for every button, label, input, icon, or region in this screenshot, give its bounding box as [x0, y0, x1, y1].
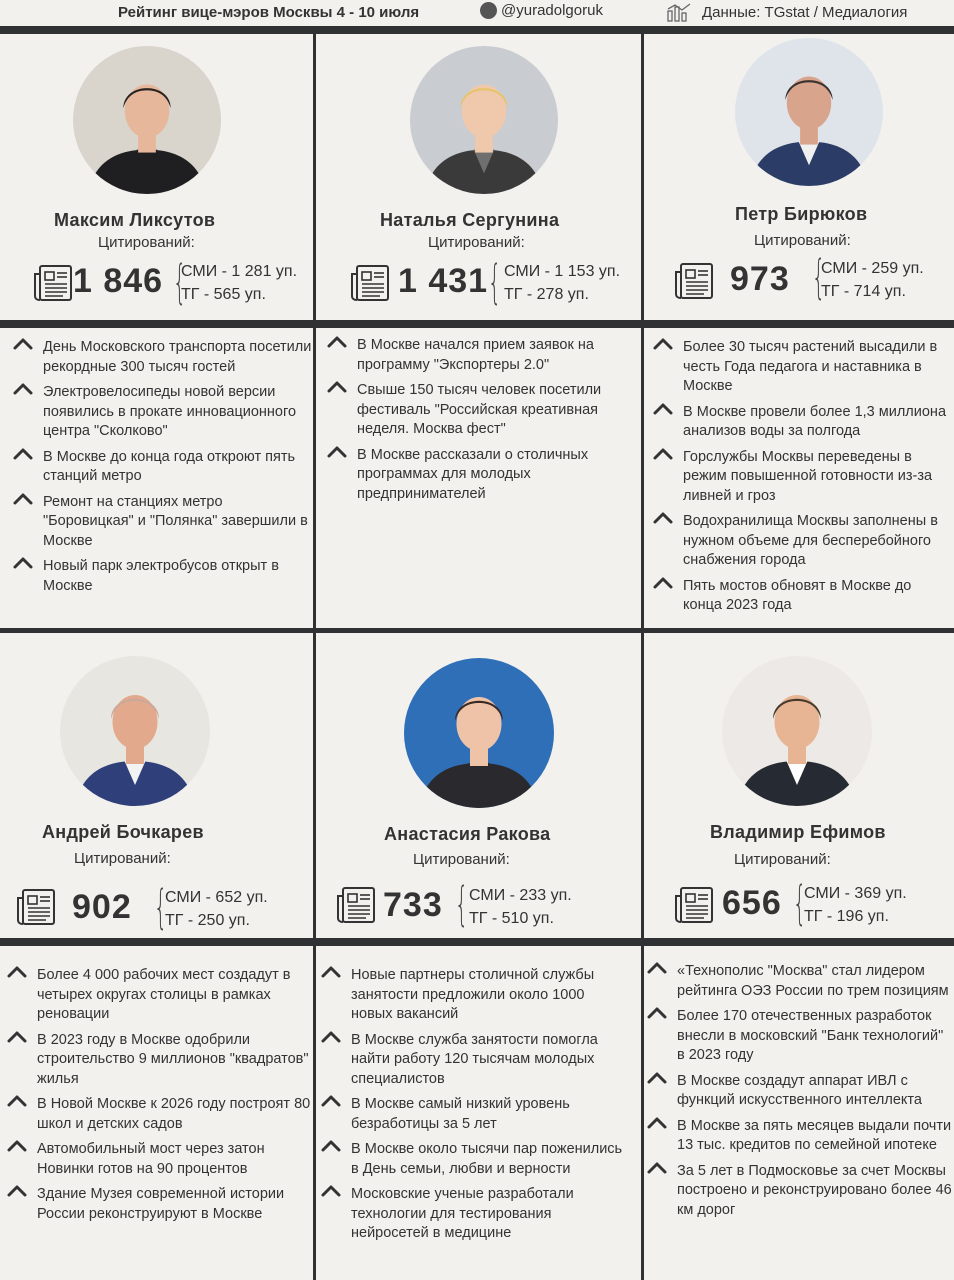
chevron-up-icon: [646, 1006, 668, 1020]
news-item: [646, 1162, 952, 1221]
citations-breakdown: [504, 260, 620, 306]
news-item: [326, 446, 626, 505]
news-item: [652, 338, 954, 397]
news-item: [646, 1007, 952, 1066]
newspaper-icon: [350, 264, 390, 307]
news-item: [326, 336, 626, 375]
person-name: Петр Бирюков: [735, 204, 868, 224]
chevron-up-icon: [652, 337, 674, 351]
news-item: [646, 1117, 952, 1156]
person-photo: [735, 38, 883, 186]
tg-count: ТГ - 565 уп.: [181, 286, 266, 303]
chevron-up-icon: [326, 335, 348, 349]
person-name: Андрей Бочкарев: [42, 822, 204, 842]
newspaper-icon: [33, 264, 73, 307]
chevron-up-icon: [6, 1184, 28, 1198]
news-item: [12, 557, 312, 596]
citations-breakdown: [181, 260, 297, 306]
brace-icon: {: [455, 877, 469, 931]
chevron-up-icon: [6, 1139, 28, 1153]
news-item-text: Электровелосипеды новой версии появились в прокате инновационного центра "Сколково": [43, 384, 297, 439]
citations-total: 733: [383, 886, 443, 924]
news-item-text: Горслужбы Москвы переведены в режим повышенной готовности из-за ливней и гроз: [683, 448, 933, 504]
citations-breakdown: [165, 886, 268, 932]
news-item: [646, 962, 952, 1001]
band-row2-top: [0, 628, 954, 633]
chevron-up-icon: [320, 1139, 342, 1153]
chevron-up-icon: [646, 1161, 668, 1175]
chevron-up-icon: [646, 961, 668, 975]
smi-count: СМИ - 1 281 уп.: [181, 263, 298, 280]
newspaper-icon: [16, 888, 56, 931]
news-item: [6, 966, 312, 1025]
chevron-up-icon: [12, 556, 34, 570]
citations-label: Цитирований:: [428, 234, 525, 251]
news-item-text: Более 4 000 рабочих мест создадут в четырех округах столицы в рамках реновации: [37, 967, 291, 1022]
citations-total: 656: [722, 884, 782, 922]
person-photo: [60, 656, 210, 806]
news-item: [652, 448, 954, 507]
person-photo: [722, 656, 872, 806]
news-list: [6, 966, 312, 1230]
news-item-text: В Москве самый низкий уровень безработицы за 5 лет: [351, 1096, 570, 1132]
news-item: [12, 338, 312, 377]
chevron-up-icon: [326, 445, 348, 459]
person-name: Максим Ликсутов: [54, 210, 216, 230]
citations-label: Цитирований:: [413, 851, 510, 868]
author-avatar-icon: [480, 2, 497, 19]
page-title: Рейтинг вице-мэров Москвы 4 - 10 июля: [118, 4, 420, 21]
news-item-text: В Москве рассказали о столичных программах для молодых предпринимателей: [357, 446, 589, 502]
news-item: [320, 1095, 626, 1134]
divider-right: [641, 30, 644, 1280]
citations-label: Цитирований:: [74, 850, 171, 867]
person-name: Владимир Ефимов: [710, 822, 886, 842]
news-item-text: Свыше 150 тысяч человек посетили фестиваль "Российская креативная неделя. Москва фест": [357, 382, 602, 437]
news-list: [326, 336, 626, 510]
news-item-text: Ремонт на станциях метро "Боровицкая" и "Полянка" завершили в Москве: [43, 493, 308, 549]
citations-breakdown: [821, 257, 924, 303]
news-item: [320, 1185, 626, 1244]
news-item-text: Новые партнеры столичной службы занятости предложили около 1000 новых вакансий: [351, 967, 595, 1022]
smi-count: СМИ - 259 уп.: [821, 260, 924, 277]
divider-left: [313, 30, 316, 1280]
chevron-up-icon: [12, 447, 34, 461]
news-item: [320, 1140, 626, 1179]
data-source: [666, 2, 907, 22]
author-handle[interactable]: [480, 2, 603, 19]
news-list: [646, 962, 952, 1226]
citations-total: 1 846: [73, 262, 164, 300]
chevron-up-icon: [320, 1094, 342, 1108]
chevron-up-icon: [652, 576, 674, 590]
tg-count: ТГ - 714 уп.: [821, 283, 906, 300]
chevron-up-icon: [646, 1116, 668, 1130]
smi-count: СМИ - 233 уп.: [469, 887, 572, 904]
news-item-text: Более 30 тысяч растений высадили в честь Года педагога и наставника в Москве: [683, 339, 938, 394]
news-item-text: В Москве провели более 1,3 миллиона анализов воды за полгода: [683, 403, 947, 439]
person-photo: [73, 46, 221, 194]
news-item: [6, 1031, 312, 1090]
news-item-text: В Новой Москве к 2026 году построят 80 школ и детских садов: [37, 1096, 311, 1132]
brace-icon: {: [173, 255, 187, 309]
news-item-text: Автомобильный мост через затон Новинки готов на 90 процентов: [37, 1141, 265, 1177]
news-item: [652, 403, 954, 442]
news-item-text: В Москве около тысячи пар поженились в День семьи, любви и верности: [351, 1141, 623, 1177]
newspaper-icon: [336, 886, 376, 929]
brace-icon: {: [812, 250, 826, 304]
news-item: [320, 1031, 626, 1090]
chevron-up-icon: [652, 447, 674, 461]
news-item-text: Московские ученые разработали технологии для тестирования нейросетей в медицине: [351, 1186, 574, 1241]
person-photo: [404, 658, 554, 808]
news-list: [12, 338, 312, 602]
news-item: [652, 512, 954, 571]
tg-count: ТГ - 250 уп.: [165, 912, 250, 929]
news-item-text: В Москве создадут аппарат ИВЛ с функций искусственного интеллекта: [677, 1072, 922, 1108]
citations-total: 973: [730, 260, 790, 298]
news-item-text: В Москве начался прием заявок на программу "Экспортеры 2.0": [357, 337, 594, 373]
citations-total: 902: [72, 888, 132, 926]
news-item: [12, 448, 312, 487]
band-row1-bottom: [0, 320, 954, 328]
news-item: [326, 381, 626, 440]
news-item: [12, 493, 312, 552]
tg-count: ТГ - 196 уп.: [804, 908, 889, 925]
person-name: Анастасия Ракова: [384, 824, 551, 844]
news-item-text: Более 170 отечественных разработок внесли в московский "Банк технологий" в 2023 году: [677, 1008, 944, 1063]
data-source-label: Данные: TGstat / Медиалогия: [702, 3, 908, 21]
author-label: @yuradolgoruk: [501, 2, 603, 19]
news-item-text: День Московского транспорта посетили рекордные 300 тысяч гостей: [43, 339, 312, 375]
smi-count: СМИ - 652 уп.: [165, 889, 268, 906]
news-item-text: В Москве за пять месяцев выдали почти 13 тыс. кредитов по семейной ипотеке: [677, 1117, 952, 1153]
chevron-up-icon: [12, 492, 34, 506]
citations-breakdown: [804, 882, 907, 928]
chevron-up-icon: [12, 337, 34, 351]
news-list: [320, 966, 626, 1250]
citations-label: Цитирований:: [754, 232, 851, 249]
band-row2-bottom: [0, 938, 954, 946]
brace-icon: {: [793, 876, 807, 930]
news-item: [652, 577, 954, 616]
chevron-up-icon: [6, 1030, 28, 1044]
chevron-up-icon: [6, 965, 28, 979]
citations-label: Цитирований:: [734, 851, 831, 868]
chevron-up-icon: [652, 402, 674, 416]
citations-label: Цитирований:: [98, 234, 195, 251]
news-item-text: В 2023 году в Москве одобрили строительство 9 миллионов "квадратов" жилья: [37, 1031, 309, 1087]
news-item-text: За 5 лет в Подмосковье за счет Москвы построено и реконструировано более 46 км дорог: [677, 1162, 952, 1218]
chevron-up-icon: [646, 1071, 668, 1085]
news-list: [652, 338, 954, 622]
chevron-up-icon: [320, 1030, 342, 1044]
smi-count: СМИ - 369 уп.: [804, 885, 907, 902]
news-item-text: В Москве до конца года откроют пять станций метро: [43, 448, 296, 484]
news-item-text: Пять мостов обновят в Москве до конца 2023 года: [683, 577, 912, 613]
person-photo: [410, 46, 558, 194]
chevron-up-icon: [326, 380, 348, 394]
news-item-text: В Москве служба занятости помогла найти работу 120 тысячам молодых специалистов: [351, 1031, 598, 1087]
smi-count: СМИ - 1 153 уп.: [504, 263, 621, 280]
citations-total: 1 431: [398, 262, 489, 300]
chevron-up-icon: [320, 965, 342, 979]
news-item-text: Водохранилища Москвы заполнены в нужном объеме для бесперебойного снабжения города: [683, 513, 938, 568]
news-item: [6, 1185, 312, 1224]
tg-count: ТГ - 278 уп.: [504, 286, 589, 303]
news-item-text: Новый парк электробусов открыт в Москве: [43, 558, 279, 594]
newspaper-icon: [674, 262, 714, 305]
news-item: [12, 383, 312, 442]
chart-icon: [666, 2, 692, 22]
newspaper-icon: [674, 886, 714, 929]
news-item-text: Здание Музея современной истории России реконструируют в Москве: [37, 1186, 285, 1222]
brace-icon: {: [154, 880, 168, 934]
header-bar: [0, 0, 954, 28]
tg-count: ТГ - 510 уп.: [469, 910, 554, 927]
person-name: Наталья Сергунина: [380, 210, 560, 230]
news-item: [6, 1095, 312, 1134]
brace-icon: {: [488, 255, 502, 309]
band-top: [0, 26, 954, 34]
news-item: [6, 1140, 312, 1179]
news-item-text: «Технополис "Москва" стал лидером рейтинга ОЭЗ России по трем позициям: [677, 963, 949, 999]
chevron-up-icon: [12, 382, 34, 396]
news-item: [320, 966, 626, 1025]
news-item: [646, 1072, 952, 1111]
citations-breakdown: [469, 884, 572, 930]
chevron-up-icon: [320, 1184, 342, 1198]
chevron-up-icon: [652, 511, 674, 525]
chevron-up-icon: [6, 1094, 28, 1108]
